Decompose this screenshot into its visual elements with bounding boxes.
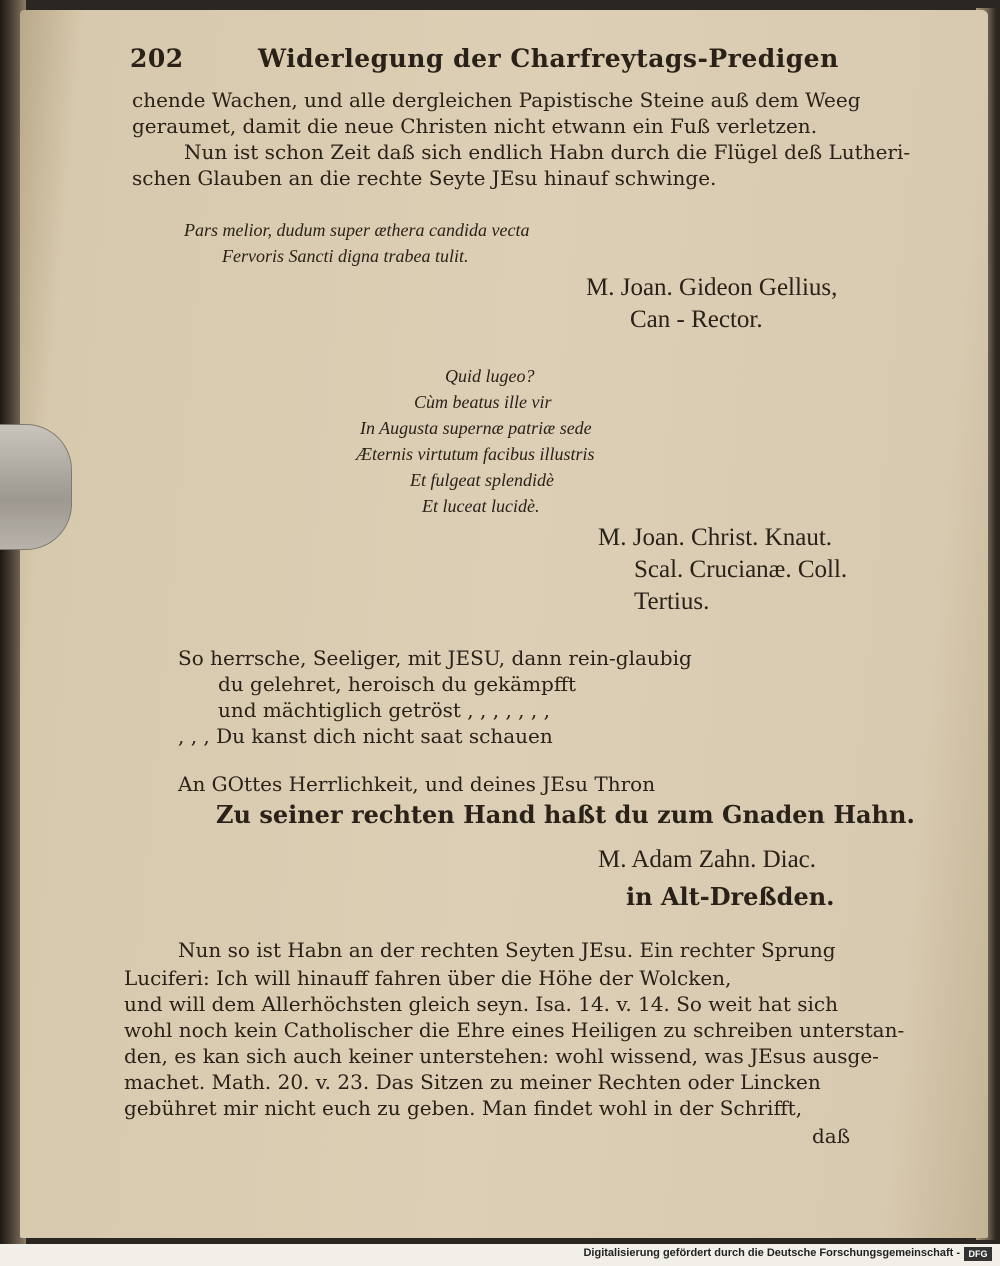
poem2-line: In Augusta supernæ patriæ sede [360,418,592,438]
poem2-signature: Scal. Crucianæ. Coll. [634,556,848,583]
poem1-line: Fervoris Sancti digna trabea tulit. [222,246,469,266]
poem2-line: Quid lugeo? [445,366,535,386]
poem2-signature: M. Joan. Christ. Knaut. [598,524,833,551]
paragraph1-line: schen Glauben an die rechte Seyte JEsu hinauf schwinge. [132,166,717,190]
poem1-signature: M. Joan. Gideon Gellius, [586,274,838,301]
poem3-line: So herrsche, Seeliger, mit JESU, dann rein-glaubig [178,646,692,670]
paragraph2-line: den, es kan sich auch keiner unterstehen: wohl wissend, was JEsus ausge- [124,1044,879,1068]
poem2-line: Et luceat lucidè. [422,496,540,516]
poem2-line: Æternis virtutum facibus illustris [356,444,595,464]
poem3-line: und mächtiglich getröst , , , , , , , [218,698,550,722]
poem3-line: Zu seiner rechten Hand haßt du zum Gnaden Hahn. [216,800,915,829]
catchword: daß [812,1124,851,1148]
paragraph2-line: machet. Math. 20. v. 23. Das Sitzen zu meiner Rechten oder Lincken [124,1070,821,1094]
poem3-line: An GOttes Herrlichkeit, und deines JEsu Thron [178,772,656,796]
book-page [20,10,988,1238]
page-number: 202 [130,44,184,73]
paragraph1-line: geraumet, damit die neue Christen nicht etwann ein Fuß verletzen. [132,114,818,138]
poem1-signature: Can - Rector. [630,306,763,333]
poem1-line: Pars melior, dudum super æthera candida vecta [184,220,530,240]
poem3-signature: in Alt-Dreßden. [626,882,835,911]
paragraph2-line: Luciferi: Ich will hinauff fahren über die Höhe der Wolcken, [124,966,732,990]
paragraph2-line: und will dem Allerhöchsten gleich seyn. Isa. 14. v. 14. So weit hat sich [124,992,838,1016]
poem3-signature: M. Adam Zahn. Diac. [598,846,817,873]
poem2-line: Cùm beatus ille vir [414,392,552,412]
dfg-logo-icon: DFG [964,1247,992,1261]
running-title: Widerlegung der Charfreytags-Predigen [258,44,839,73]
poem3-line: , , , Du kanst dich nicht saat schauen [178,724,553,748]
footer-credit: Digitalisierung gefördert durch die Deutsche Forschungsgemeinschaft - [583,1247,960,1259]
paragraph2-line: gebühret mir nicht euch zu geben. Man findet wohl in der Schrifft, [124,1096,803,1120]
paragraph1-line: chende Wachen, und alle dergleichen Papistische Steine auß dem Weeg [132,88,861,112]
page-holder-clip [0,424,72,550]
paragraph2-line: wohl noch kein Catholischer die Ehre eines Heiligen zu schreiben unterstan- [124,1018,905,1042]
paragraph2-line: Nun so ist Habn an der rechten Seyten JEsu. Ein rechter Sprung [178,938,836,962]
poem2-signature: Tertius. [634,588,710,615]
poem3-line: du gelehret, heroisch du gekämpfft [218,672,577,696]
paragraph1-line: Nun ist schon Zeit daß sich endlich Habn durch die Flügel deß Lutheri- [184,140,911,164]
poem2-line: Et fulgeat splendidè [410,470,554,490]
